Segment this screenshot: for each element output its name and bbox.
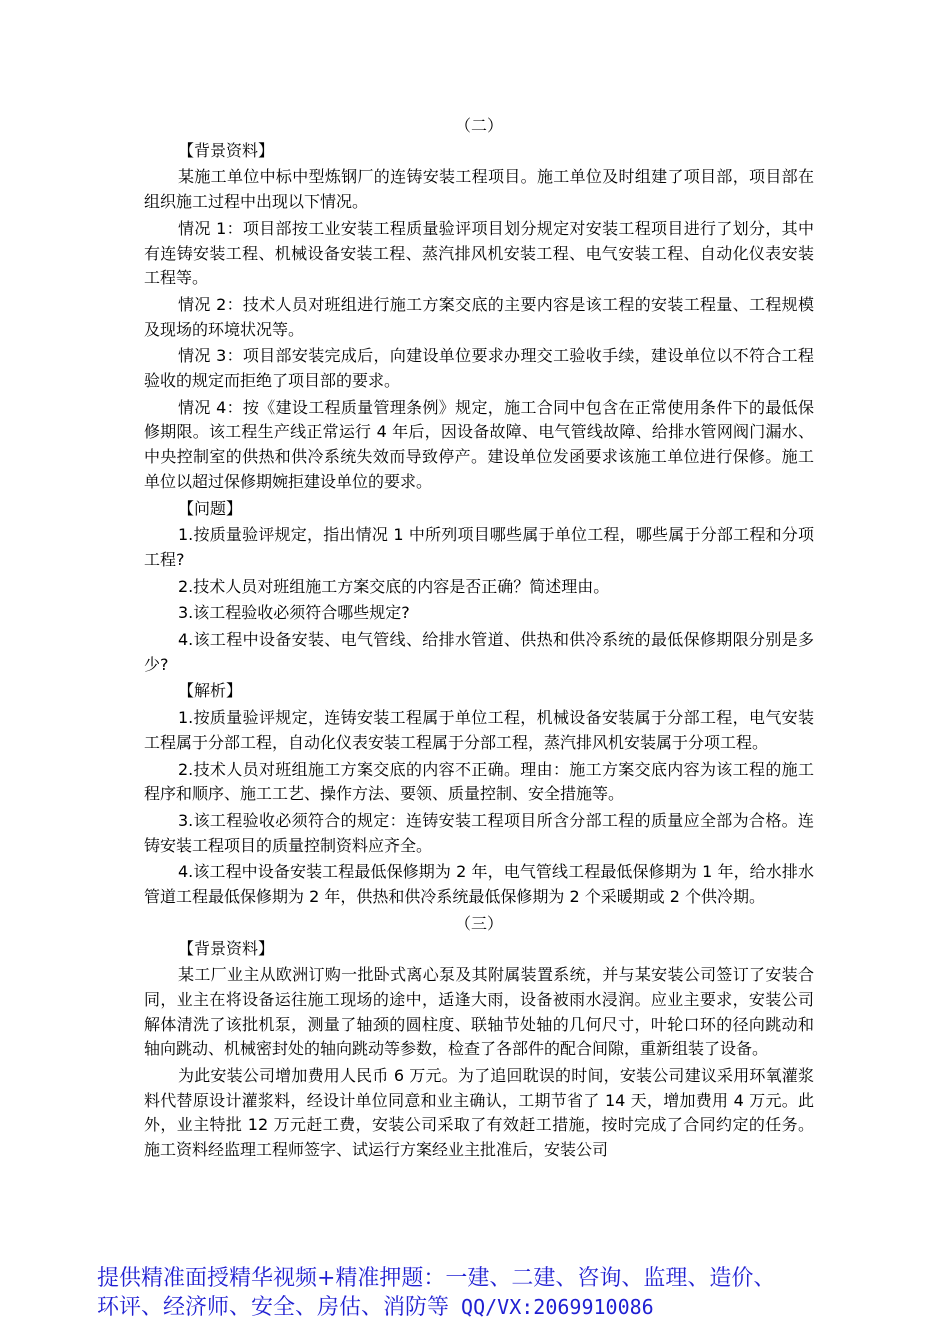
background-label: 【背景资料】 [178,938,275,958]
promo-services: 环评、经济师、安全、房估、消防等 [97,1295,450,1320]
answer-item: 2.技术人员对班组施工方案交底的内容不正确。理由：施工方案交底内容为该工程的施工程序和顺序、施工工艺、操作方法、要领、质量控制、安全措施等。 [144,759,814,804]
answer-item: 1.按质量验评规定，连铸安装工程属于单位工程，机械设备安装属于分部工程，电气安装工程属于分部工程，自动化仪表安装工程属于分部工程，蒸汽排风机安装属于分项工程。 [144,708,814,752]
background-paragraph: 情况 4：按《建设工程质量管理条例》规定，施工合同中包含在正常使用条件下的最低保修期限。该工程生产线正常运行 4 年后，因设备故障、电气管线故障、给排水管网阀门漏水、中央控制室的供热和供冷系统失效而导致停产。建设单位发函要求该施工单位进行保修。施工单位以超过保修期婉拒建设单位的要求。 [144,397,814,491]
background-paragraph: 情况 1：项目部按工业安装工程质量验评项目划分规定对安装工程项目进行了划分，其中有连铸安装工程、机械设备安装工程、蒸汽排风机安装工程、电气安装工程、自动化仪表安装工程等。 [144,218,814,288]
document-body [144,114,814,1165]
answer-item: 3.该工程验收必须符合的规定：连铸安装工程项目所含分部工程的质量应全部为合格。连铸安装工程项目的质量控制资料应齐全。 [144,810,814,855]
background-paragraph: 某施工单位中标中型炼钢厂的连铸安装工程项目。施工单位及时组建了项目部，项目部在组织施工过程中出现以下情况。 [144,167,814,212]
promo-line-2 [97,1293,857,1322]
background-paragraph: 某工厂业主从欧洲订购一批卧式离心泵及其附属装置系统，并与某安装公司签订了安装合同，业主在将设备运往施工现场的途中，适逢大雨，设备被雨水浸润。应业主要求，安装公司解体清洗了该批机泵，测量了轴颈的圆柱度、联轴节处轴的几何尺寸，叶轮口环的径向跳动和轴向跳动、机械密封处的轴向跳动等参数，检查了各部件的配合间隙，重新组装了设备。 [144,965,814,1059]
analysis-label: 【解析】 [178,681,243,701]
question-item: 4.该工程中设备安装、电气管线、给排水管道、供热和供冷系统的最低保修期限分别是多少? [144,630,814,674]
background-paragraph: 情况 3：项目部安装完成后，向建设单位要求办理交工验收手续，建设单位以不符合工程验收的规定而拒绝了项目部的要求。 [144,346,814,391]
background-paragraph: 情况 2：技术人员对班组进行施工方案交底的主要内容是该工程的安装工程量、工程规模及现场的环境状况等。 [144,294,814,339]
section-2 [144,114,814,910]
background-paragraph: 为此安装公司增加费用人民币 6 万元。为了追回耽误的时间，安装公司建议采用环氧灌浆料代替原设计灌浆料，经设计单位同意和业主确认，工期节省了 14 天，增加费用 4 万元。此外，业主特批 12 万元赶工费，安装公司采取了有效赶工措施，按时完成了合同约定的任务。施工资料经监理工程师签字、试运行方案经业主批准后，安装公司 [144,1066,814,1160]
question-label: 【问题】 [178,498,243,518]
promo-footer [97,1264,857,1322]
section-heading: （三） [454,913,503,933]
answer-item: 4.该工程中设备安装工程最低保修期为 2 年，电气管线工程最低保修期为 1 年，给水排水管道工程最低保修期为 2 年，供热和供冷系统最低保修期为 2 个采暖期或 2 个供冷期。 [144,862,814,907]
question-item: 2.技术人员对班组施工方案交底的内容是否正确？简述理由。 [178,576,610,596]
question-item: 3.该工程验收必须符合哪些规定? [178,603,410,623]
contact-qq-vx: QQ/VX:2069910086 [449,1295,654,1319]
section-3 [144,912,814,1163]
question-item: 1.按质量验评规定，指出情况 1 中所列项目哪些属于单位工程，哪些属于分部工程和分项工程? [144,525,814,569]
section-heading: （二） [454,116,503,135]
promo-line-1: 提供精准面授精华视频+精准押题：一建、二建、咨询、监理、造价、 [97,1266,776,1291]
background-label: 【背景资料】 [178,140,275,160]
